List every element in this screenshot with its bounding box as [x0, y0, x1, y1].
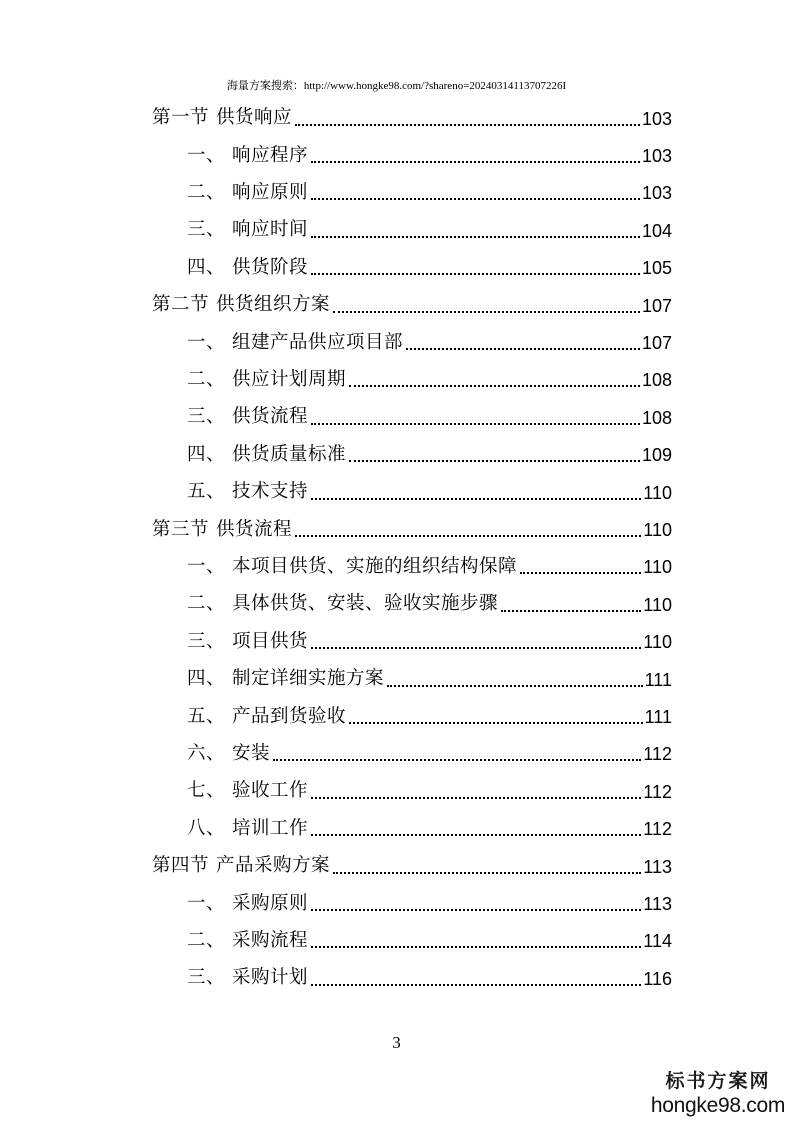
toc-entry[interactable] [187, 773, 672, 810]
toc-entry[interactable] [187, 362, 672, 399]
toc-entry[interactable] [187, 586, 672, 623]
toc-dot-leader [387, 685, 643, 687]
toc-entry-number: 五、 [187, 481, 226, 503]
toc-entry-number: 六、 [187, 743, 226, 765]
toc-entry-text: 培训工作 [232, 817, 309, 839]
toc-dot-leader [349, 722, 643, 724]
logo-domain-text: hongke98.com [650, 1094, 786, 1117]
toc-entry-title [187, 184, 308, 203]
toc-entry[interactable] [187, 698, 672, 735]
toc-entry-text: 项目供货 [232, 630, 309, 652]
toc-dot-leader [311, 273, 640, 275]
toc-page-number: 110 [643, 557, 672, 578]
toc-entry-title [187, 817, 309, 839]
toc-entry[interactable] [187, 212, 672, 249]
toc-dot-leader [295, 124, 640, 126]
toc-entry[interactable] [187, 624, 672, 661]
toc-page-number: 111 [644, 669, 672, 690]
toc-entry[interactable] [187, 960, 672, 997]
toc-page-number: 111 [644, 706, 672, 727]
toc-entry[interactable] [187, 399, 672, 436]
toc-page-number: 103 [641, 145, 672, 166]
toc-entry-text: 供应计划周期 [232, 369, 347, 391]
toc-dot-leader [295, 535, 641, 537]
toc-dot-leader [311, 909, 641, 911]
toc-dot-leader [311, 423, 640, 425]
toc-dot-leader [311, 198, 640, 200]
toc-dot-leader [311, 236, 640, 238]
toc-entry-text: 产品到货验收 [232, 705, 347, 727]
toc-entry-title [187, 932, 308, 951]
toc-entry[interactable] [187, 474, 672, 511]
toc-entry-text: 制定详细实施方案 [232, 668, 385, 690]
page-header-url: 海量方案搜索：http://www.hongke98.com/?shareno=20240314113707226I [226, 80, 567, 92]
toc-page-number: 112 [643, 744, 672, 765]
toc-page-number: 107 [641, 332, 672, 353]
toc-page-number: 112 [643, 819, 672, 840]
toc-page-number: 114 [643, 931, 672, 952]
toc-entry-number: 三、 [187, 967, 226, 989]
toc-entry[interactable] [187, 736, 672, 773]
toc-entry-text: 产品采购方案 [216, 855, 331, 877]
toc-entry-title [187, 331, 404, 353]
toc-entry-title [152, 296, 330, 315]
toc-entry-number: 一、 [187, 144, 226, 166]
toc-dot-leader [311, 946, 641, 948]
toc-entry-title [187, 969, 308, 988]
toc-entry-title [152, 109, 292, 128]
toc-entry-text: 供货阶段 [232, 256, 309, 278]
toc-entry-number: 四、 [187, 443, 226, 465]
toc-page-number: 112 [643, 781, 672, 802]
toc-entry-number: 三、 [187, 219, 226, 241]
toc-entry-text: 供货组织方案 [216, 294, 331, 316]
toc-dot-leader [311, 647, 641, 649]
toc-entry-text: 响应程序 [232, 144, 309, 166]
toc-entry-title [187, 483, 308, 502]
toc-entry-number: 二、 [187, 930, 226, 952]
toc-entry-text: 供货质量标准 [232, 443, 347, 465]
toc-entry[interactable] [152, 848, 672, 885]
toc-dot-leader [333, 311, 640, 313]
toc-dot-leader [349, 460, 640, 462]
toc-entry-text: 采购原则 [232, 892, 309, 914]
toc-page-number: 104 [641, 220, 672, 241]
toc-entry-number: 三、 [187, 406, 226, 428]
toc-entry-number: 一、 [187, 331, 226, 353]
toc-entry-title [187, 670, 384, 689]
toc-entry-text: 具体供货、安装、验收实施步骤 [232, 593, 499, 615]
toc-page-number: 110 [643, 482, 672, 503]
toc-dot-leader [520, 572, 641, 574]
toc-page-number: 109 [641, 445, 672, 466]
toc-page-number: 116 [643, 968, 672, 989]
toc-entry-text: 响应原则 [232, 182, 309, 204]
toc-entry-text: 组建产品供应项目部 [232, 331, 404, 353]
toc-dot-leader [349, 385, 640, 387]
toc-entry-title [187, 630, 309, 652]
toc-entry-title [187, 558, 517, 577]
toc-entry-text: 验收工作 [232, 780, 309, 802]
toc-entry-text: 采购计划 [232, 967, 309, 989]
toc-entry-title [187, 371, 346, 390]
toc-entry-number: 一、 [187, 556, 226, 578]
toc-entry-title [187, 745, 270, 764]
toc-entry[interactable] [187, 324, 672, 361]
toc-entry-number: 二、 [187, 593, 226, 615]
toc-dot-leader [501, 610, 641, 612]
toc-entry[interactable] [187, 137, 672, 174]
toc-page-number: 113 [643, 856, 672, 877]
toc-page-number: 105 [641, 258, 672, 279]
toc-entry-title [187, 595, 498, 614]
toc-entry-number: 二、 [187, 369, 226, 391]
toc-dot-leader [406, 348, 640, 350]
toc-entry-number: 第一节 [152, 107, 210, 129]
page-number: 3 [392, 1033, 401, 1052]
toc-entry[interactable] [152, 287, 672, 324]
toc-entry[interactable] [187, 175, 672, 212]
toc-entry-text: 供货流程 [232, 406, 309, 428]
toc-entry-text: 技术支持 [232, 481, 309, 503]
toc-dot-leader [273, 759, 641, 761]
toc-page-number: 108 [641, 370, 672, 391]
toc-entry-text: 供货流程 [216, 518, 293, 540]
toc-page-number: 103 [641, 183, 672, 204]
toc-entry-number: 三、 [187, 630, 226, 652]
toc-entry-title [187, 443, 347, 465]
toc-entry-title [187, 408, 308, 427]
toc-entry-text: 响应时间 [232, 219, 309, 241]
toc-entry[interactable] [187, 250, 672, 287]
toc-entry[interactable] [187, 811, 672, 848]
toc-entry-text: 安装 [232, 743, 271, 765]
toc-entry-title [187, 705, 347, 727]
toc-entry[interactable] [187, 923, 672, 960]
toc-entry-title [187, 221, 308, 240]
toc-entry-title [152, 857, 330, 876]
toc-entry[interactable] [187, 885, 672, 922]
toc-entry-number: 四、 [187, 256, 226, 278]
toc-dot-leader [311, 498, 641, 500]
toc-entry-number: 第四节 [152, 855, 210, 877]
toc-entry-text: 本项目供货、实施的组织结构保障 [232, 556, 518, 578]
toc-page-number: 110 [643, 632, 672, 653]
toc-entry-title [152, 518, 293, 540]
toc-entry[interactable] [187, 549, 672, 586]
toc-dot-leader [311, 984, 641, 986]
toc-entry-number: 五、 [187, 705, 226, 727]
site-logo [648, 1066, 788, 1118]
toc-entry[interactable] [187, 437, 672, 474]
toc-entry-title [187, 782, 308, 801]
toc-page-number: 110 [643, 594, 672, 615]
toc-page-number: 113 [643, 893, 672, 914]
toc-entry-title [187, 144, 309, 166]
toc-entry[interactable] [187, 661, 672, 698]
toc-dot-leader [311, 797, 641, 799]
toc-entry-number: 第二节 [152, 294, 210, 316]
toc-page-number: 108 [641, 407, 672, 428]
toc-page-number: 110 [643, 519, 672, 540]
toc-entry-number: 第三节 [152, 518, 210, 540]
toc-entry[interactable] [152, 100, 672, 137]
toc-entry-number: 四、 [187, 668, 226, 690]
toc-dot-leader [311, 834, 641, 836]
toc-entry-title [187, 892, 309, 914]
toc-entry[interactable] [152, 511, 672, 548]
toc-dot-leader [311, 161, 640, 163]
toc-entry-number: 一、 [187, 892, 226, 914]
toc-entry-number: 七、 [187, 780, 226, 802]
toc-page-number: 103 [641, 108, 672, 129]
toc-entry-text: 供货响应 [216, 107, 293, 129]
toc-entry-number: 八、 [187, 817, 226, 839]
toc-dot-leader [333, 872, 641, 874]
toc-entry-number: 二、 [187, 182, 226, 204]
toc-entry-title [187, 256, 309, 278]
logo-chinese-text: 标书方案网 [665, 1070, 771, 1092]
toc-entry-text: 采购流程 [232, 930, 309, 952]
toc-page-number: 107 [641, 295, 672, 316]
